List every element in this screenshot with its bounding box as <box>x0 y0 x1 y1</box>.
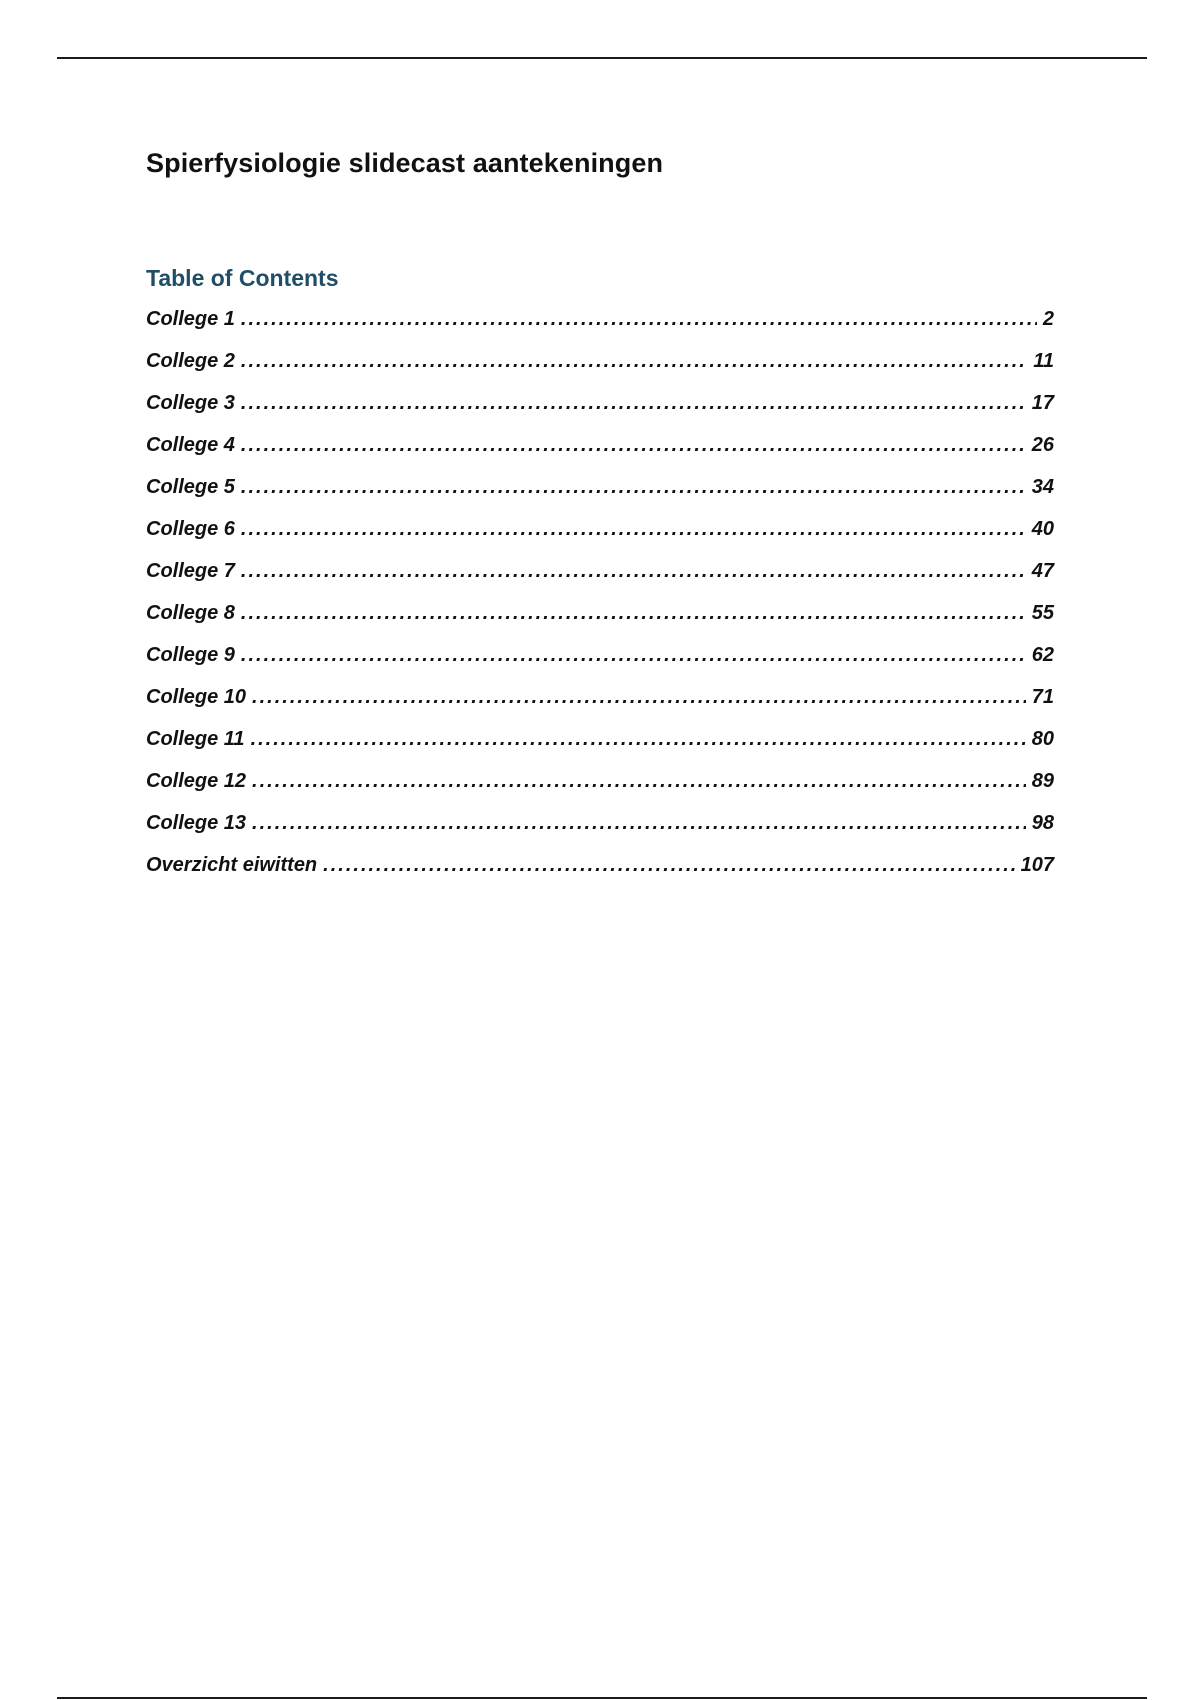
toc-dot-leader <box>241 350 1027 373</box>
toc-entry-page-number: 98 <box>1031 812 1054 834</box>
toc-entry-label: College 10 <box>146 686 247 708</box>
toc-entry-page-number: 34 <box>1031 476 1054 498</box>
toc-dot-leader <box>241 644 1026 667</box>
toc-entry-page-number: 47 <box>1031 560 1054 582</box>
toc-entry[interactable] <box>146 644 1054 686</box>
toc-dot-leader <box>241 560 1026 583</box>
toc-entry[interactable] <box>146 434 1054 476</box>
toc-dot-leader <box>241 602 1026 625</box>
toc-entry-label: Overzicht eiwitten <box>146 854 318 876</box>
toc-entry-label: College 13 <box>146 812 247 834</box>
toc-entry[interactable] <box>146 686 1054 728</box>
toc-entry[interactable] <box>146 854 1054 896</box>
toc-entry-page-number: 71 <box>1031 686 1054 708</box>
toc-entry-page-number: 17 <box>1031 392 1054 414</box>
toc-entry[interactable] <box>146 350 1054 392</box>
toc-entry-label: College 7 <box>146 560 235 582</box>
toc-entry-label: College 4 <box>146 434 235 456</box>
toc-dot-leader <box>323 854 1014 877</box>
toc-dot-leader <box>252 686 1026 709</box>
toc-dot-leader <box>252 812 1026 835</box>
toc-entry-label: College 6 <box>146 518 235 540</box>
toc-entry-label: College 1 <box>146 308 235 330</box>
toc-entry-page-number: 80 <box>1031 728 1054 750</box>
toc-entry-page-number: 26 <box>1031 434 1054 456</box>
toc-entry-page-number: 89 <box>1031 770 1054 792</box>
footer-rule <box>57 1697 1147 1699</box>
toc-entry-label: College 9 <box>146 644 235 666</box>
toc-entry-page-number: 40 <box>1031 518 1054 540</box>
toc-entry[interactable] <box>146 392 1054 434</box>
toc-entry-page-number: 11 <box>1033 350 1054 372</box>
toc-entry-page-number: 107 <box>1020 854 1054 876</box>
toc-entry[interactable] <box>146 308 1054 350</box>
header-rule <box>57 57 1147 59</box>
toc-dot-leader <box>251 728 1026 751</box>
toc-entry-page-number: 2 <box>1042 308 1054 330</box>
toc-entry-label: College 11 <box>146 728 245 750</box>
toc-entry[interactable] <box>146 728 1054 770</box>
toc-entry-label: College 5 <box>146 476 235 498</box>
toc-dot-leader <box>241 308 1037 331</box>
toc-entry-label: College 12 <box>146 770 247 792</box>
toc-entry[interactable] <box>146 812 1054 854</box>
toc-entry-page-number: 55 <box>1031 602 1054 624</box>
toc-entry[interactable] <box>146 770 1054 812</box>
toc-entry-page-number: 62 <box>1031 644 1054 666</box>
toc-entry-label: College 2 <box>146 350 235 372</box>
toc-entry-label: College 8 <box>146 602 235 624</box>
toc-dot-leader <box>241 434 1026 457</box>
toc-entry-label: College 3 <box>146 392 235 414</box>
toc-heading: Table of Contents <box>146 265 339 291</box>
toc-entry[interactable] <box>146 560 1054 602</box>
toc-dot-leader <box>252 770 1026 793</box>
toc-dot-leader <box>241 518 1026 541</box>
toc-dot-leader <box>241 476 1026 499</box>
toc-entry[interactable] <box>146 602 1054 644</box>
toc-entry[interactable] <box>146 518 1054 560</box>
document-title: Spierfysiologie slidecast aantekeningen <box>146 148 664 178</box>
toc-entry[interactable] <box>146 476 1054 518</box>
toc-dot-leader <box>241 392 1026 415</box>
table-of-contents <box>146 308 1054 896</box>
